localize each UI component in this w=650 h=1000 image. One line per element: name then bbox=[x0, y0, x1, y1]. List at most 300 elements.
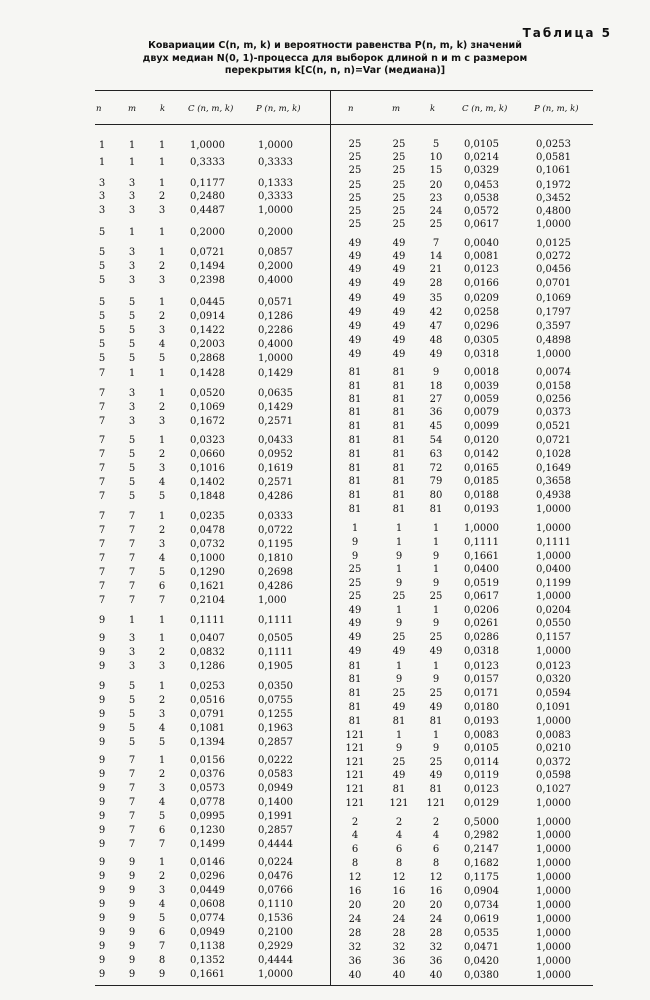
cell-c: 0,1499 bbox=[190, 839, 225, 850]
table-row bbox=[92, 448, 328, 462]
cell-k: 42 bbox=[429, 307, 443, 318]
cell-m: 49 bbox=[392, 335, 406, 346]
cell-n: 9 bbox=[98, 737, 106, 748]
cell-k: 18 bbox=[429, 381, 443, 392]
cell-k: 1 bbox=[432, 730, 440, 741]
cell-c: 0,0286 bbox=[464, 632, 499, 643]
cell-c: 0,0083 bbox=[464, 730, 499, 741]
cell-m: 25 bbox=[392, 180, 406, 191]
caption-line: двух медиан N(0, 1)-процесса для выборок длиной n и m с размером bbox=[142, 52, 528, 64]
cell-k: 4 bbox=[158, 723, 166, 734]
cell-n: 81 bbox=[348, 716, 362, 727]
cell-k: 3 bbox=[158, 205, 166, 216]
cell-n: 7 bbox=[98, 567, 106, 578]
cell-c: 0,0407 bbox=[190, 633, 225, 644]
cell-n: 7 bbox=[98, 435, 106, 446]
cell-m: 3 bbox=[128, 402, 136, 413]
cell-n: 5 bbox=[98, 311, 106, 322]
cell-m: 25 bbox=[392, 152, 406, 163]
cell-n: 25 bbox=[348, 193, 362, 204]
cell-k: 1 bbox=[158, 227, 166, 238]
cell-n: 7 bbox=[98, 416, 106, 427]
cell-n: 49 bbox=[348, 307, 362, 318]
cell-k: 1 bbox=[158, 247, 166, 258]
cell-m: 5 bbox=[128, 681, 136, 692]
cell-k: 2 bbox=[158, 311, 166, 322]
table-row bbox=[92, 387, 328, 401]
cell-c: 0,1352 bbox=[190, 955, 225, 966]
cell-c: 0,0142 bbox=[464, 449, 499, 460]
cell-m: 1 bbox=[128, 615, 136, 626]
table-row bbox=[92, 954, 328, 968]
cell-m: 5 bbox=[128, 463, 136, 474]
cell-n: 3 bbox=[98, 205, 106, 216]
cell-p: 0,0372 bbox=[536, 757, 571, 768]
cell-p: 0,4800 bbox=[536, 206, 571, 217]
cell-n: 9 bbox=[98, 647, 106, 658]
col-header-m: m bbox=[128, 104, 137, 114]
cell-n: 49 bbox=[348, 264, 362, 275]
cell-p: 1,0000 bbox=[536, 830, 571, 841]
cell-k: 40 bbox=[429, 970, 443, 981]
cell-p: 1,0000 bbox=[536, 219, 571, 230]
table-row bbox=[334, 899, 594, 913]
cell-p: 0,1286 bbox=[258, 311, 293, 322]
cell-p: 0,4898 bbox=[536, 335, 571, 346]
cell-c: 0,0059 bbox=[464, 394, 499, 405]
cell-n: 36 bbox=[348, 956, 362, 967]
cell-c: 0,0171 bbox=[464, 688, 499, 699]
cell-n: 81 bbox=[348, 463, 362, 474]
cell-n: 81 bbox=[348, 394, 362, 405]
table-row bbox=[334, 577, 594, 591]
cell-c: 0,0305 bbox=[464, 335, 499, 346]
cell-c: 0,0617 bbox=[464, 219, 499, 230]
cell-k: 49 bbox=[429, 770, 443, 781]
cell-n: 9 bbox=[98, 661, 106, 672]
cell-c: 0,0157 bbox=[464, 674, 499, 685]
cell-k: 35 bbox=[429, 293, 443, 304]
table-row bbox=[92, 296, 328, 310]
cell-k: 6 bbox=[432, 844, 440, 855]
cell-k: 14 bbox=[429, 251, 443, 262]
cell-k: 6 bbox=[158, 581, 166, 592]
cell-p: 0,0222 bbox=[258, 755, 293, 766]
cell-p: 0,0701 bbox=[536, 278, 571, 289]
cell-m: 3 bbox=[128, 205, 136, 216]
cell-k: 2 bbox=[158, 647, 166, 658]
cell-p: 1,0000 bbox=[536, 900, 571, 911]
cell-p: 0,0721 bbox=[536, 435, 571, 446]
table-number-label: Таблица 5 bbox=[522, 26, 612, 40]
table-row bbox=[92, 736, 328, 750]
cell-c: 0,0105 bbox=[464, 743, 499, 754]
cell-p: 0,0204 bbox=[536, 605, 571, 616]
cell-c: 0,0185 bbox=[464, 476, 499, 487]
cell-m: 1 bbox=[395, 523, 403, 534]
col-header-k: k bbox=[430, 104, 436, 114]
table-row bbox=[334, 660, 594, 674]
cell-c: 0,0193 bbox=[464, 716, 499, 727]
cell-c: 0,1069 bbox=[190, 402, 225, 413]
cell-n: 9 bbox=[98, 839, 106, 850]
cell-n: 5 bbox=[98, 261, 106, 272]
cell-c: 0,0258 bbox=[464, 307, 499, 318]
table-row bbox=[334, 277, 594, 291]
cell-c: 0,0081 bbox=[464, 251, 499, 262]
cell-n: 7 bbox=[98, 539, 106, 550]
cell-m: 9 bbox=[128, 871, 136, 882]
cell-p: 0,0594 bbox=[536, 688, 571, 699]
cell-p: 0,2857 bbox=[258, 825, 293, 836]
cell-n: 9 bbox=[98, 885, 106, 896]
cell-p: 0,1091 bbox=[536, 702, 571, 713]
cell-k: 3 bbox=[158, 416, 166, 427]
table-row bbox=[92, 274, 328, 288]
cell-p: 1,0000 bbox=[536, 928, 571, 939]
cell-c: 0,1428 bbox=[190, 368, 225, 379]
cell-c: 0,0296 bbox=[190, 871, 225, 882]
table-row bbox=[334, 941, 594, 955]
cell-p: 1,0000 bbox=[536, 886, 571, 897]
cell-k: 3 bbox=[158, 709, 166, 720]
cell-k: 20 bbox=[429, 900, 443, 911]
cell-k: 24 bbox=[429, 206, 443, 217]
cell-n: 25 bbox=[348, 578, 362, 589]
cell-k: 9 bbox=[432, 578, 440, 589]
cell-c: 0,1621 bbox=[190, 581, 225, 592]
cell-m: 36 bbox=[392, 956, 406, 967]
cell-k: 3 bbox=[158, 661, 166, 672]
table-row bbox=[92, 754, 328, 768]
table-row bbox=[334, 913, 594, 927]
cell-k: 36 bbox=[429, 407, 443, 418]
cell-m: 7 bbox=[128, 511, 136, 522]
cell-k: 2 bbox=[158, 191, 166, 202]
table-row bbox=[334, 769, 594, 783]
cell-m: 25 bbox=[392, 632, 406, 643]
table-row bbox=[92, 660, 328, 674]
cell-p: 0,4000 bbox=[258, 275, 293, 286]
cell-m: 12 bbox=[392, 872, 406, 883]
cell-p: 1,0000 bbox=[536, 942, 571, 953]
cell-k: 3 bbox=[158, 783, 166, 794]
table-row bbox=[92, 566, 328, 580]
cell-m: 2 bbox=[395, 817, 403, 828]
table-row bbox=[334, 475, 594, 489]
cell-k: 79 bbox=[429, 476, 443, 487]
cell-m: 25 bbox=[392, 139, 406, 150]
cell-p: 0,1429 bbox=[258, 368, 293, 379]
table-row bbox=[334, 797, 594, 811]
cell-c: 0,0105 bbox=[464, 139, 499, 150]
cell-k: 7 bbox=[158, 839, 166, 850]
cell-n: 49 bbox=[348, 605, 362, 616]
cell-m: 16 bbox=[392, 886, 406, 897]
cell-p: 0,1429 bbox=[258, 402, 293, 413]
cell-n: 3 bbox=[98, 178, 106, 189]
cell-c: 0,0538 bbox=[464, 193, 499, 204]
cell-c: 0,2982 bbox=[464, 830, 499, 841]
table-row bbox=[92, 490, 328, 504]
cell-n: 121 bbox=[345, 798, 365, 809]
cell-p: 1,0000 bbox=[536, 716, 571, 727]
cell-n: 4 bbox=[351, 830, 359, 841]
cell-n: 9 bbox=[98, 811, 106, 822]
cell-m: 7 bbox=[128, 769, 136, 780]
table-row bbox=[334, 151, 594, 165]
cell-c: 0,0253 bbox=[190, 681, 225, 692]
table-row bbox=[92, 190, 328, 204]
cell-c: 0,0449 bbox=[190, 885, 225, 896]
cell-n: 7 bbox=[98, 463, 106, 474]
cell-c: 0,0535 bbox=[464, 928, 499, 939]
cell-p: 0,2100 bbox=[258, 927, 293, 938]
cell-n: 49 bbox=[348, 278, 362, 289]
cell-k: 4 bbox=[432, 830, 440, 841]
cell-m: 3 bbox=[128, 191, 136, 202]
cell-k: 2 bbox=[158, 769, 166, 780]
cell-n: 9 bbox=[98, 723, 106, 734]
cell-c: 0,0471 bbox=[464, 942, 499, 953]
cell-n: 9 bbox=[98, 825, 106, 836]
cell-k: 32 bbox=[429, 942, 443, 953]
cell-m: 3 bbox=[128, 388, 136, 399]
cell-n: 16 bbox=[348, 886, 362, 897]
cell-m: 49 bbox=[392, 264, 406, 275]
cell-k: 1 bbox=[158, 297, 166, 308]
cell-n: 9 bbox=[98, 769, 106, 780]
cell-n: 81 bbox=[348, 421, 362, 432]
cell-k: 2 bbox=[158, 261, 166, 272]
cell-m: 81 bbox=[392, 367, 406, 378]
cell-m: 3 bbox=[128, 178, 136, 189]
cell-n: 7 bbox=[98, 595, 106, 606]
cell-c: 0,1286 bbox=[190, 661, 225, 672]
cell-m: 81 bbox=[392, 716, 406, 727]
cell-p: 1,0000 bbox=[258, 140, 293, 151]
cell-k: 1 bbox=[158, 857, 166, 868]
cell-m: 1 bbox=[395, 537, 403, 548]
cell-p: 0,0256 bbox=[536, 394, 571, 405]
cell-n: 7 bbox=[98, 511, 106, 522]
cell-k: 7 bbox=[158, 941, 166, 952]
table-row bbox=[334, 969, 594, 983]
table-row bbox=[334, 348, 594, 362]
cell-c: 0,0318 bbox=[464, 646, 499, 657]
cell-c: 0,0420 bbox=[464, 956, 499, 967]
cell-n: 25 bbox=[348, 139, 362, 150]
cell-k: 10 bbox=[429, 152, 443, 163]
cell-m: 49 bbox=[392, 321, 406, 332]
cell-m: 5 bbox=[128, 339, 136, 350]
table-row bbox=[92, 708, 328, 722]
cell-c: 0,0156 bbox=[190, 755, 225, 766]
table-row bbox=[334, 927, 594, 941]
cell-p: 1,0000 bbox=[536, 817, 571, 828]
cell-n: 25 bbox=[348, 564, 362, 575]
cell-c: 0,0166 bbox=[464, 278, 499, 289]
cell-n: 2 bbox=[351, 817, 359, 828]
table-row bbox=[334, 138, 594, 152]
cell-c: 0,0296 bbox=[464, 321, 499, 332]
cell-n: 9 bbox=[98, 857, 106, 868]
cell-n: 81 bbox=[348, 381, 362, 392]
table-row bbox=[334, 604, 594, 618]
cell-k: 7 bbox=[158, 595, 166, 606]
col-header-n: n bbox=[96, 104, 102, 114]
col-header-p: P (n, m, k) bbox=[534, 104, 579, 114]
cell-m: 3 bbox=[128, 633, 136, 644]
table-row bbox=[92, 838, 328, 852]
cell-m: 5 bbox=[128, 695, 136, 706]
cell-k: 2 bbox=[158, 449, 166, 460]
table-row bbox=[334, 885, 594, 899]
table-row bbox=[334, 550, 594, 564]
cell-p: 0,2571 bbox=[258, 416, 293, 427]
cell-m: 7 bbox=[128, 581, 136, 592]
cell-m: 81 bbox=[392, 394, 406, 405]
cell-k: 6 bbox=[158, 825, 166, 836]
table-row bbox=[334, 843, 594, 857]
cell-m: 1 bbox=[128, 227, 136, 238]
cell-k: 21 bbox=[429, 264, 443, 275]
cell-p: 1,0000 bbox=[536, 591, 571, 602]
cell-c: 0,0123 bbox=[464, 784, 499, 795]
cell-k: 54 bbox=[429, 435, 443, 446]
cell-p: 0,0333 bbox=[258, 511, 293, 522]
cell-n: 81 bbox=[348, 449, 362, 460]
cell-p: 1,0000 bbox=[536, 646, 571, 657]
table-row bbox=[334, 448, 594, 462]
cell-p: 0,0598 bbox=[536, 770, 571, 781]
cell-c: 0,1661 bbox=[190, 969, 225, 980]
cell-m: 28 bbox=[392, 928, 406, 939]
cell-k: 3 bbox=[158, 885, 166, 896]
cell-p: 0,2857 bbox=[258, 737, 293, 748]
cell-m: 6 bbox=[395, 844, 403, 855]
cell-p: 0,1991 bbox=[258, 811, 293, 822]
cell-n: 9 bbox=[351, 537, 359, 548]
cell-c: 0,0193 bbox=[464, 504, 499, 515]
cell-k: 1 bbox=[158, 178, 166, 189]
cell-c: 0,1138 bbox=[190, 941, 225, 952]
table-row bbox=[92, 856, 328, 870]
cell-k: 1 bbox=[158, 140, 166, 151]
cell-c: 0,0445 bbox=[190, 297, 225, 308]
cell-k: 4 bbox=[158, 339, 166, 350]
cell-n: 9 bbox=[98, 709, 106, 720]
table-row bbox=[334, 590, 594, 604]
cell-n: 3 bbox=[98, 191, 106, 202]
cell-k: 1 bbox=[158, 435, 166, 446]
cell-n: 9 bbox=[98, 927, 106, 938]
cell-p: 0,3452 bbox=[536, 193, 571, 204]
cell-m: 1 bbox=[395, 661, 403, 672]
cell-p: 0,0210 bbox=[536, 743, 571, 754]
cell-m: 7 bbox=[128, 553, 136, 564]
cell-n: 25 bbox=[348, 219, 362, 230]
cell-n: 9 bbox=[98, 955, 106, 966]
cell-c: 0,1230 bbox=[190, 825, 225, 836]
cell-k: 5 bbox=[158, 567, 166, 578]
cell-n: 6 bbox=[351, 844, 359, 855]
table-row bbox=[92, 510, 328, 524]
cell-c: 0,0995 bbox=[190, 811, 225, 822]
table-row bbox=[92, 177, 328, 191]
cell-k: 47 bbox=[429, 321, 443, 332]
cell-c: 0,0235 bbox=[190, 511, 225, 522]
cell-p: 0,1110 bbox=[258, 899, 293, 910]
cell-n: 121 bbox=[345, 730, 365, 741]
cell-n: 40 bbox=[348, 970, 362, 981]
cell-c: 0,0904 bbox=[464, 886, 499, 897]
cell-p: 0,1111 bbox=[258, 647, 293, 658]
cell-m: 7 bbox=[128, 525, 136, 536]
cell-c: 0,2480 bbox=[190, 191, 225, 202]
cell-c: 0,0832 bbox=[190, 647, 225, 658]
cell-p: 0,1810 bbox=[258, 553, 293, 564]
table-row bbox=[92, 476, 328, 490]
cell-k: 2 bbox=[158, 695, 166, 706]
cell-m: 1 bbox=[395, 730, 403, 741]
header-bottom-rule bbox=[95, 124, 593, 125]
table-row bbox=[334, 715, 594, 729]
cell-c: 0,0520 bbox=[190, 388, 225, 399]
cell-k: 6 bbox=[158, 927, 166, 938]
cell-m: 5 bbox=[128, 477, 136, 488]
cell-p: 0,1619 bbox=[258, 463, 293, 474]
cell-n: 28 bbox=[348, 928, 362, 939]
table-row bbox=[92, 260, 328, 274]
table-row bbox=[92, 367, 328, 381]
cell-m: 49 bbox=[392, 293, 406, 304]
cell-p: 0,3597 bbox=[536, 321, 571, 332]
cell-m: 8 bbox=[395, 858, 403, 869]
cell-c: 0,0914 bbox=[190, 311, 225, 322]
cell-c: 0,0209 bbox=[464, 293, 499, 304]
cell-n: 7 bbox=[98, 368, 106, 379]
cell-p: 0,0635 bbox=[258, 388, 293, 399]
cell-k: 7 bbox=[432, 238, 440, 249]
cell-p: 0,1069 bbox=[536, 293, 571, 304]
cell-n: 7 bbox=[98, 581, 106, 592]
cell-k: 15 bbox=[429, 165, 443, 176]
cell-n: 9 bbox=[351, 551, 359, 562]
cell-k: 27 bbox=[429, 394, 443, 405]
col-header-c: C (n, m, k) bbox=[462, 104, 508, 114]
table-row bbox=[92, 338, 328, 352]
cell-p: 0,2698 bbox=[258, 567, 293, 578]
cell-n: 9 bbox=[98, 871, 106, 882]
cell-c: 0,0949 bbox=[190, 927, 225, 938]
cell-c: 0,0791 bbox=[190, 709, 225, 720]
table-row bbox=[92, 246, 328, 260]
cell-k: 81 bbox=[429, 504, 443, 515]
cell-c: 0,0123 bbox=[464, 264, 499, 275]
cell-c: 0,0516 bbox=[190, 695, 225, 706]
cell-p: 0,0400 bbox=[536, 564, 571, 575]
table-row bbox=[92, 552, 328, 566]
table-row bbox=[334, 250, 594, 264]
cell-k: 25 bbox=[429, 757, 443, 768]
cell-k: 121 bbox=[426, 798, 446, 809]
cell-c: 0,1290 bbox=[190, 567, 225, 578]
table-row bbox=[92, 352, 328, 366]
cell-n: 7 bbox=[98, 449, 106, 460]
cell-c: 0,1682 bbox=[464, 858, 499, 869]
cell-k: 81 bbox=[429, 716, 443, 727]
